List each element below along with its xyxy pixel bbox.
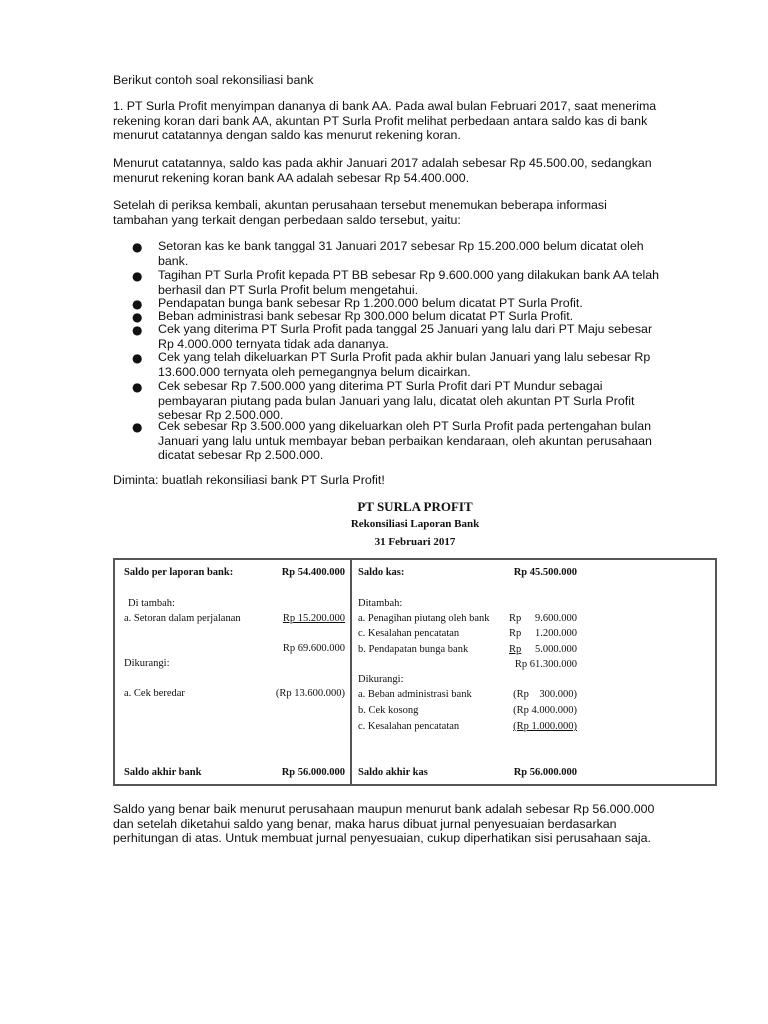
bullet-item-8: Cek sebesar Rp 3.500.000 yang dikeluarkan oleh PT Surla Profit pada pertengahan bulan Januari yang lalu untuk membayar beban perbaikan kendaraan, oleh akuntan perusahaan dicatat sebesar Rp 2.500.000. — [158, 419, 652, 462]
bullet-icon: ● — [132, 269, 143, 283]
left-add-item-value: Rp 15.200.000 — [282, 613, 345, 624]
right-add-item-rp: Rp — [509, 613, 522, 624]
right-less-item-label: b. Cek kosong — [358, 705, 419, 716]
bullet-item-7: Cek sebesar Rp 7.500.000 yang diterima PT Surla Profit dari PT Mundur sebagai pembayaran piutang pada bulan Januari yang lalu, dicatat oleh akuntan PT Surla Profit sebesar Rp 2.500.000. — [158, 379, 635, 422]
bullet-item-1: Setoran kas ke bank tanggal 31 Januari 2017 sebesar Rp 15.200.000 belum dicatat oleh bank. — [158, 239, 644, 268]
right-header-label: Saldo kas: — [358, 567, 405, 578]
bullet-icon: ● — [132, 420, 143, 434]
intro-heading: Berikut contoh soal rekonsiliasi bank — [113, 73, 314, 87]
right-less-item-label: a. Beban administrasi bank — [358, 689, 472, 700]
bullet-icon: ● — [132, 323, 143, 337]
left-header-label: Saldo per laporan bank: — [124, 567, 234, 578]
left-less-item-value: (Rp 13.600.000) — [275, 688, 345, 699]
right-subtotal: Rp 61.300.000 — [514, 659, 577, 670]
bullet-icon: ● — [132, 310, 143, 324]
right-add-item-rp: Rp — [509, 644, 522, 655]
right-header-value: Rp 45.500.000 — [513, 567, 577, 578]
right-add-label: Ditambah: — [358, 598, 403, 609]
closing-paragraph: Saldo yang benar baik menurut perusahaan maupun menurut bank adalah sebesar Rp 56.000.000 dan setelah diketahui saldo yang benar, maka harus dibuat jurnal penyesuaian berdasarkan perhitungan di atas. Untuk membuat jurnal penyesuaian, cukup diperhatikan sisi perusahaan saja. — [113, 802, 655, 845]
paragraph-2: Menurut catatannya, saldo kas pada akhir Januari 2017 adalah sebesar Rp 45.500.00, sedangkan menurut rekening koran bank AA adalah sebesar Rp 54.400.000. — [113, 156, 652, 185]
right-add-item-label: b. Pendapatan bunga bank — [358, 644, 469, 655]
recon-subtitle: Rekonsiliasi Laporan Bank — [350, 518, 480, 530]
bullet-item-2: Tagihan PT Surla Profit kepada PT BB sebesar Rp 9.600.000 yang dilakukan bank AA telah berhasil dan PT Surla Profit belum mengetahui. — [158, 268, 660, 297]
right-add-item-label: c. Kesalahan pencatatan — [358, 628, 460, 639]
right-end-value: Rp 56.000.000 — [513, 767, 577, 778]
right-add-item-value: 1.200.000 — [535, 628, 577, 639]
left-add-label: Di tambah: — [128, 598, 175, 609]
bullet-icon: ● — [132, 351, 143, 365]
recon-date: 31 Februari 2017 — [374, 536, 456, 548]
right-add-item-value: 9.600.000 — [535, 613, 577, 624]
left-end-label: Saldo akhir bank — [124, 767, 202, 778]
left-subtotal: Rp 69.600.000 — [282, 643, 345, 654]
paragraph-1: 1. PT Surla Profit menyimpan dananya di bank AA. Pada awal bulan Februari 2017, saat menerima rekening koran dari bank AA, akuntan PT Surla Profit melihat perbedaan antara saldo kas di bank menurut catatannya dengan saldo kas menurut rekening koran. — [113, 99, 657, 142]
bullet-icon: ● — [132, 380, 143, 394]
recon-company: PT SURLA PROFIT — [357, 499, 473, 514]
left-less-label: Dikurangi: — [124, 658, 170, 669]
bullet-icon: ● — [132, 240, 143, 254]
bullet-icon: ● — [132, 297, 143, 311]
bullet-item-4: Beban administrasi bank sebesar Rp 300.000 belum dicatat PT Surla Profit. — [158, 309, 574, 323]
right-less-item-label: c. Kesalahan pencatatan — [358, 721, 460, 732]
task-text: Diminta: buatlah rekonsiliasi bank PT Surla Profit! — [113, 473, 385, 487]
right-less-item-value: (Rp 1.000.000) — [513, 721, 577, 732]
paragraph-3: Setelah di periksa kembali, akuntan perusahaan tersebut menemukan beberapa informasi tambahan yang terkait dengan perbedaan saldo tersebut, yaitu: — [113, 198, 607, 227]
right-less-item-value: (Rp 300.000) — [513, 689, 577, 700]
right-add-item-label: a. Penagihan piutang oleh bank — [358, 613, 490, 624]
right-less-label: Dikurangi: — [358, 674, 404, 685]
left-end-value: Rp 56.000.000 — [281, 767, 345, 778]
right-add-item-underlined — [509, 644, 577, 656]
right-less-item-value: (Rp 4.000.000) — [513, 705, 577, 716]
bullet-item-3: Pendapatan bunga bank sebesar Rp 1.200.000 belum dicatat PT Surla Profit. — [158, 296, 583, 310]
left-less-item-label: a. Cek beredar — [124, 688, 185, 699]
left-header-value: Rp 54.400.000 — [281, 567, 345, 578]
bullet-item-6: Cek yang telah dikeluarkan PT Surla Profit pada akhir bulan Januari yang lalu sebesar Rp 13.600.000 ternyata oleh pemegangnya belum dicairkan. — [158, 350, 651, 379]
reconciliation-table — [113, 558, 717, 786]
table-divider — [350, 558, 352, 786]
right-end-label: Saldo akhir kas — [358, 767, 428, 778]
bullet-item-5: Cek yang diterima PT Surla Profit pada tanggal 25 Januari yang lalu dari PT Maju sebesar Rp 4.000.000 ternyata tidak ada dananya. — [158, 322, 653, 351]
left-add-item-label: a. Setoran dalam perjalanan — [124, 613, 241, 624]
right-add-item-rp: Rp — [509, 628, 522, 639]
right-add-item-value: 5.000.000 — [535, 644, 577, 655]
